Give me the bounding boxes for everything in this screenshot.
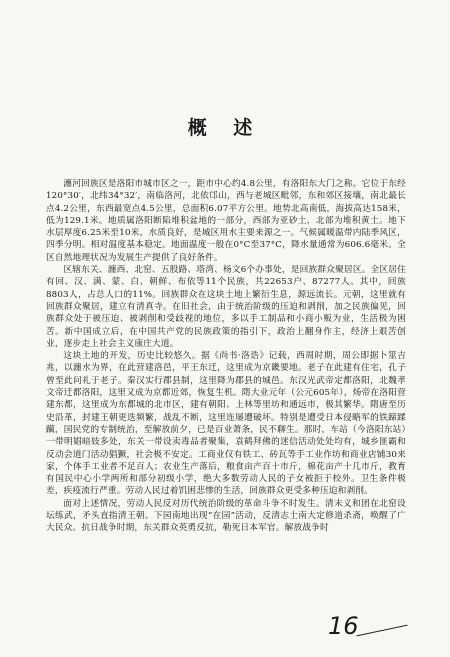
paragraph: 瀍河回族区是洛阳市城市区之一，距市中心约4.8公里，有洛阳东大门之称。它位于东经120°30′，北纬34°32′，南临洛河，北依邙山，西与老城区毗邻，东和郊区接壤，南北最长点4.2公里，东西最宽点4.5公里，总面积6.07平方公里。地势北高南低，海拔高达158米，低为129.1米。地质属洛阳断陷堆积盆地的一部分，西部为亚砂土，北部为堆积黄土。地下水层厚度6.25米至10米，水质良好，是城区用水主要来源之一。气候属暖温带内陆季风区，四季分明。相对温度基本稳定。地面温度一般在0°C至37°C，降水量通常为606.6毫米。全区自然地理状况为发展生产提供了良好条件。: [46, 179, 406, 263]
page-title: 概 述: [187, 117, 263, 139]
paragraph: 区辖东关、瀍西、北窑、五股路、塔湾、杨文6个办事处，是回族群众聚居区。全区居住有回、汉、满、蒙、白、朝鲜、布依等11个民族，共22653户、87277人。其中，回族8803人，占总人口的11%。回族群众在这块土地上繁衍生息，源远流长。元朝，这里就有回族群众聚居，建立有清真寺。在旧社会，由于统治阶级的压迫和剥削，加之民族偏见，回族群众处于被压迫、被剥削和受歧视的地位，多以手工制品和小商小贩为业，生活极为困苦。新中国成立后，在中国共产党的民族政策的指引下，政治上翻身作主，经济上艰苦创业，逐步走上社会主义康庄大道。: [46, 265, 406, 349]
paragraph: 这块土地的开发，历史比较悠久。据《尚书·洛诰》记载，西周时期，周公即据卜筮吉兆，以瀍水为界，在此营建洛邑，平王东迁，这里成为京畿要地。老子在此建有住宅，孔子曾至此问礼于老子。秦汉实行郡县制，这里降为郡县的城邑。东汉光武帝定都洛阳，北魏孝文帝迁都洛阳，这里又成为京都近郊，恢复生机。隋大业元年（公元605年），炀帝在洛阳营建东都，这里成为东都城的北市区，建有朝阳、上林等里坊和通远市，极其繁华。隋唐至历史沿革，封建王朝更迭频繁，战乱不断，这里连屡遭破坏。特别是遭受日本侵略军的铁蹄蹂躏，国民党的专制统治，至解放前夕，已是百业萧条，民不聊生。那时，车站（今洛阳东站）一带明娼暗妓多处，东关一带设卖毒品者聚集，袁鹤拜佛的迷信活动处处均有，城乡匪霸和反动会道门活动猖獗，社会极不安定。工商业仅有铁工、砖瓦等手工业作坊和商业店铺30来家，个体手工业者不足百人；农业生产落后，粮食亩产百十市斤，棉花亩产十几市斤，教育有国民中心小学两所和部分初级小学，绝大多数劳动人民的子女被拒于校外。卫生条件极差，疾疫流行严重。劳动人民过着饥困悲惨的生活，回族群众更受多种压迫和剥削。: [46, 351, 406, 497]
page-number: 16: [328, 612, 359, 640]
body-text: [46, 178, 406, 535]
page-number-underline: [356, 625, 407, 637]
paragraph: 面对上述情况，劳动人民反对历代统治阶级的革命斗争不时发生。清末义和团在北窑设坛练武，矛头直指清王朝。下园南地出现“在园”活动，反清志士南大定修道杀斋，唤醒了广大民众。抗日战争时期，东关群众英勇反抗，勒死日本军官。解放战争时: [46, 498, 406, 534]
